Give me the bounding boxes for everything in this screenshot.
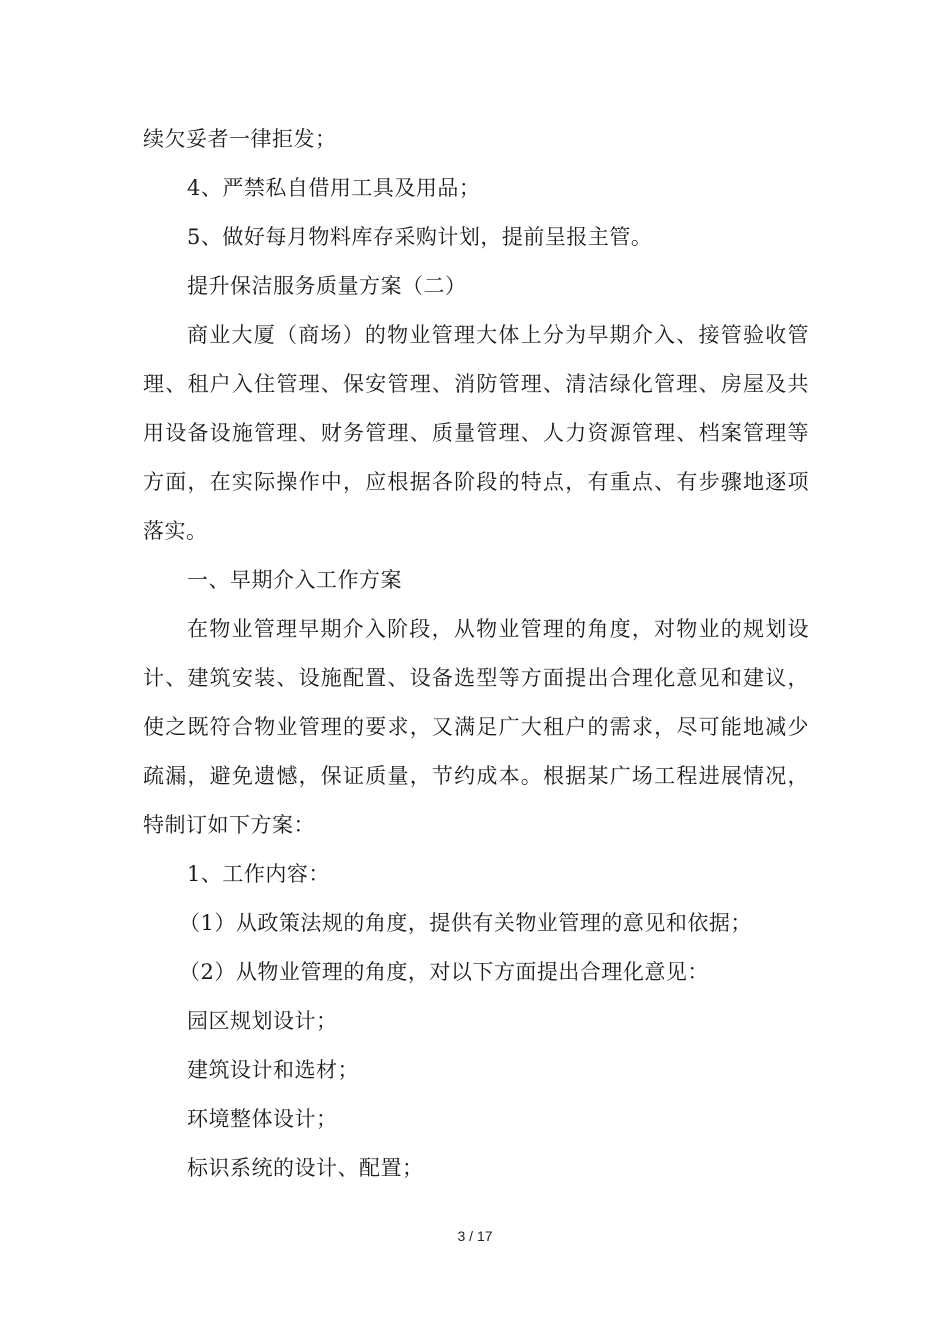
work-content-heading: 1、工作内容： — [187, 862, 330, 886]
document-body — [143, 115, 809, 1193]
list-item: 环境整体设计； — [187, 1107, 338, 1131]
paragraph-continuation: 续欠妥者一律拒发； — [143, 127, 337, 151]
section-title: 提升保洁服务质量方案（二） — [187, 274, 467, 298]
subsection-heading: 一、早期介入工作方案 — [187, 568, 402, 592]
page-number: 3 / 17 — [457, 1228, 493, 1244]
work-item-1: （1）从政策法规的角度，提供有关物业管理的意见和依据； — [179, 911, 752, 935]
list-item: 标识系统的设计、配置； — [187, 1156, 424, 1180]
work-item-2: （2）从物业管理的角度，对以下方面提出合理化意见： — [179, 960, 709, 984]
list-item-4: 4、严禁私自借用工具及用品； — [187, 176, 481, 200]
intro-paragraph: 商业大厦（商场）的物业管理大体上分为早期介入、接管验收管理、租户入住管理、保安管理、消防管理、清洁绿化管理、房屋及共用设备设施管理、财务管理、质量管理、人力资源管理、档案管理等方面，在实际操作中，应根据各阶段的特点，有重点、有步骤地逐项落实。 — [143, 323, 809, 543]
subsection-paragraph: 在物业管理早期介入阶段，从物业管理的角度，对物业的规划设计、建筑安装、设施配置、设备选型等方面提出合理化意见和建议，使之既符合物业管理的要求，又满足广大租户的需求，尽可能地减少疏漏，避免遗憾，保证质量，节约成本。根据某广场工程进展情况，特制订如下方案： — [143, 617, 809, 837]
list-item-5: 5、做好每月物料库存采购计划，提前呈报主管。 — [187, 225, 653, 249]
list-item: 园区规划设计； — [187, 1009, 338, 1033]
list-item: 建筑设计和选材； — [187, 1058, 359, 1082]
